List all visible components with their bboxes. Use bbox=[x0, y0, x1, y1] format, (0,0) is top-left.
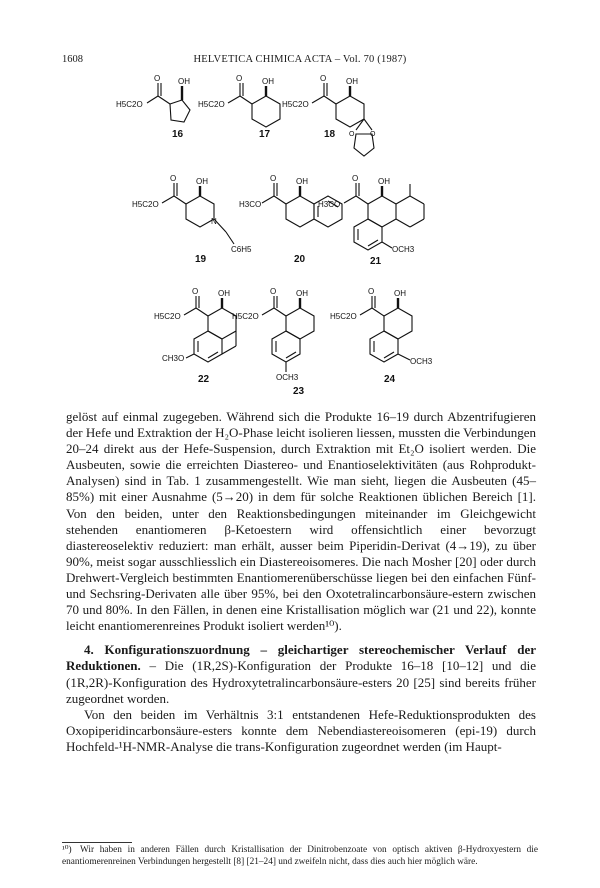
ester-label: H5C2O bbox=[282, 100, 309, 109]
compound-16 bbox=[116, 74, 190, 140]
compound-number: 22 bbox=[198, 374, 210, 385]
substituent-label: OCH3 bbox=[276, 373, 299, 382]
label-o: O bbox=[170, 174, 177, 183]
compound-number: 20 bbox=[294, 254, 306, 265]
compound-number: 17 bbox=[259, 129, 271, 140]
ester-label: H5C2O bbox=[232, 312, 259, 321]
journal-running-title: HELVETICA CHIMICA ACTA – Vol. 70 (1987) bbox=[193, 54, 407, 65]
footnote-text: Wir haben in anderen Fällen durch Kristallisation der Dinitrobenzoate von optisch aktiven β-Hydroxyestern die enantiomerenreinen Verbindungen hergestellt [8] [21–24] und zweifeln nicht, dass dies auch hier möglich wäre. bbox=[62, 845, 538, 868]
compound-number: 16 bbox=[172, 129, 184, 140]
compound-20 bbox=[239, 174, 342, 265]
ester-label: H5C2O bbox=[198, 100, 225, 109]
compound-22 bbox=[154, 287, 236, 385]
main-text bbox=[66, 409, 536, 755]
substituent-label: OCH3 bbox=[410, 357, 433, 366]
compound-number: 21 bbox=[370, 256, 382, 267]
compound-number: 24 bbox=[384, 374, 396, 385]
label-oh: OH bbox=[394, 289, 406, 298]
paragraph: gelöst auf einmal zugegeben. Während sich die Produkte 16–19 durch Abzentrifugieren der Hefe und Extraktion der H₂O-Phase leicht isolieren liessen, mussten die Verbindungen 20–24 direkt aus der Hefe-Suspension, durch Extraktion mit Et₂O isoliert werden. Die Ausbeuten, sowie die erreichten Diastereo- und Enantioselektivitäten (aus Rohprodukt-Analysen) sind in Tab. 1 zusammengestellt. Wie man sieht, liegen die Ausbeuten (45–85%) mit einer Ausnahme (5→20) in dem für solche Reaktionen üblichen Bereich [1]. Von den beiden, unter den Reaktionsbedingungen miteinander im Gleichgewicht stehenden enantiomeren β-Ketoestern wird offensichtlich einer bevorzugt diastereoselektiv reduziert: man erhält, ausser beim Piperidin-Derivat (4→19), zu über 90%, meist sogar ausschliesslich ein Diastereoisomeres. Die nach Mosher [20] oder durch Drehwert-Vergleich bestimmten Enantiomerenüberschüsse liegen bei den einfachen Fünf- und Sechsring-Derivaten alle über 95%, bei den Oxotetralincarbonsäure-estern zwischen 70 und 80%. In den Fällen, in denen eine Kristallisation möglich war (21 und 22), konnte leicht enantiomerenreines Produkt isoliert werden¹⁰). bbox=[66, 409, 537, 634]
paragraph: – Die (1R,2S)-Konfiguration der Produkte 16–18 [10–12] und die (1R,2R)-Konfiguration des Hydroxytetralincarbonsäure-esters 20 [25] sind bereits früher zugeordnet worden. bbox=[66, 658, 536, 706]
compound-number: 18 bbox=[324, 129, 336, 140]
label-oh: OH bbox=[296, 177, 308, 186]
label-oh: OH bbox=[346, 77, 358, 86]
compound-17 bbox=[198, 74, 280, 140]
section-heading: 4. Konfigurationszuordnung – gleichartiger stereochemischer Verlauf der Reduktionen. bbox=[66, 642, 536, 674]
paragraph: Von den beiden im Verhältnis 3:1 entstandenen Hefe-Reduktionsprodukten des Oxopiperidincarbonsäure-esters konnte dem Nebendiastereoisomeren (epi-19) durch Hochfeld-¹H-NMR-Analyse die trans-Konfiguration zugeordnet werden (im Haupt- bbox=[66, 706, 536, 754]
compound-18 bbox=[282, 74, 376, 156]
label-oh: OH bbox=[296, 289, 308, 298]
compound-24 bbox=[330, 287, 433, 385]
ketal-o: O bbox=[370, 131, 376, 138]
label-oh: OH bbox=[378, 177, 390, 186]
ester-label: H5C2O bbox=[132, 200, 159, 209]
ester-label: H5C2O bbox=[154, 312, 181, 321]
ketal-o: O bbox=[349, 131, 355, 138]
label-o: O bbox=[192, 287, 199, 296]
label-oh: OH bbox=[178, 77, 190, 86]
footnote-rule bbox=[62, 842, 132, 843]
label-oh: OH bbox=[196, 177, 208, 186]
substituent-label: OCH3 bbox=[392, 245, 415, 254]
ring-n: N bbox=[211, 217, 217, 226]
label-oh: OH bbox=[262, 77, 274, 86]
label-o: O bbox=[352, 174, 359, 183]
compound-21 bbox=[318, 174, 424, 267]
substituent-label: CH3O bbox=[162, 354, 185, 363]
label-o: O bbox=[368, 287, 375, 296]
compound-23 bbox=[232, 287, 314, 397]
footnote bbox=[62, 844, 538, 868]
label-o: O bbox=[320, 74, 327, 83]
compound-number: 23 bbox=[293, 386, 305, 397]
structure-scheme bbox=[0, 0, 600, 400]
substituent-label: C6H5 bbox=[231, 245, 252, 254]
ester-label: H3CO bbox=[239, 200, 262, 209]
ester-label: H5C2O bbox=[116, 100, 143, 109]
ester-label: H5C2O bbox=[330, 312, 357, 321]
label-oh: OH bbox=[218, 289, 230, 298]
label-o: O bbox=[154, 74, 161, 83]
ester-label: H3CO bbox=[318, 200, 341, 209]
label-o: O bbox=[270, 174, 277, 183]
section-paragraph bbox=[66, 642, 536, 706]
page-number: 1608 bbox=[62, 54, 83, 65]
compound-number: 19 bbox=[195, 254, 207, 265]
compound-19 bbox=[132, 174, 252, 265]
footnote-mark: ¹⁰) bbox=[62, 845, 72, 855]
label-o: O bbox=[236, 74, 243, 83]
label-o: O bbox=[270, 287, 277, 296]
